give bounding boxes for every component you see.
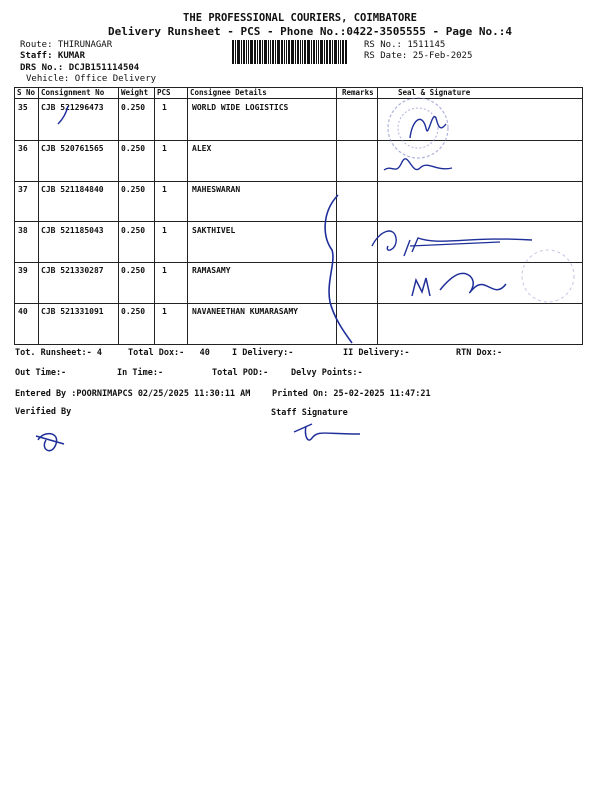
seal-stamp bbox=[388, 98, 448, 158]
row-consignment: CJB 521185043 bbox=[41, 226, 104, 235]
tot-runsheet: Tot. Runsheet:- 4 bbox=[15, 348, 102, 358]
vehicle-label: Vehicle: Office Delivery bbox=[26, 74, 157, 84]
in-time: In Time:- bbox=[117, 368, 164, 378]
delvy-points: Delvy Points:- bbox=[291, 368, 363, 378]
row-sno: 36 bbox=[18, 144, 28, 153]
row-sno: 39 bbox=[18, 266, 28, 275]
row-consignment: CJB 521184840 bbox=[41, 185, 104, 194]
row-weight: 0.250 bbox=[121, 307, 146, 316]
seal-stamp-faint bbox=[522, 250, 574, 302]
drs-number: DRS No.: DCJB151114504 bbox=[20, 63, 140, 73]
row-sno: 37 bbox=[18, 185, 28, 194]
runsheet-title: Delivery Runsheet - PCS - Phone No.:0422-3505555 - Page No.:4 bbox=[108, 25, 512, 38]
row-pcs: 1 bbox=[162, 307, 167, 316]
col-header-weight: Weight bbox=[121, 88, 149, 97]
row-pcs: 1 bbox=[162, 266, 167, 275]
row-pcs: 1 bbox=[162, 103, 167, 112]
row-pcs: 1 bbox=[162, 185, 167, 194]
bracket-mark bbox=[325, 195, 352, 343]
row-consignment: CJB 521296473 bbox=[41, 103, 104, 112]
row-consignment: CJB 520761565 bbox=[41, 144, 104, 153]
row-weight: 0.250 bbox=[121, 226, 146, 235]
rs-date: RS Date: 25-Feb-2025 bbox=[364, 51, 473, 61]
row-pcs: 1 bbox=[162, 226, 167, 235]
total-pod: Total POD:- bbox=[212, 368, 269, 378]
col-header-consignment: Consignment No bbox=[41, 88, 105, 97]
route-label: Route: THIRUNAGAR bbox=[20, 40, 113, 50]
col-header-consignee: Consignee Details bbox=[190, 88, 267, 97]
signature-row-36 bbox=[384, 159, 452, 170]
verified-by-label: Verified By bbox=[15, 407, 72, 417]
row-weight: 0.250 bbox=[121, 103, 146, 112]
i-delivery: I Delivery:- bbox=[232, 348, 294, 358]
signature-row-35 bbox=[410, 117, 446, 138]
row-consignee: MAHESWARAN bbox=[192, 185, 241, 194]
rs-number: RS No.: 1511145 bbox=[364, 40, 446, 50]
row-weight: 0.250 bbox=[121, 185, 146, 194]
staff-label: Staff: KUMAR bbox=[20, 51, 86, 61]
col-header-remarks: Remarks bbox=[342, 88, 374, 97]
row-consignee: SAKTHIVEL bbox=[192, 226, 236, 235]
out-time: Out Time:- bbox=[15, 368, 67, 378]
staff-signature-label: Staff Signature bbox=[271, 408, 348, 418]
row-consignee: RAMASAMY bbox=[192, 266, 231, 275]
col-header-pcs: PCS bbox=[157, 88, 171, 97]
ii-delivery: II Delivery:- bbox=[343, 348, 410, 358]
company-name: THE PROFESSIONAL COURIERS, COIMBATORE bbox=[183, 12, 417, 24]
barcode bbox=[232, 40, 354, 64]
row-sno: 35 bbox=[18, 103, 28, 112]
row-sno: 40 bbox=[18, 307, 28, 316]
verified-signature bbox=[36, 434, 64, 451]
signature-row-38 bbox=[372, 231, 532, 256]
col-header-seal-signature: Seal & Signature bbox=[398, 88, 471, 97]
row-consignee: NAVANEETHAN KUMARASAMY bbox=[192, 307, 298, 316]
row-consignment: CJB 521330287 bbox=[41, 266, 104, 275]
entered-by: Entered By :POORNIMAPCS 02/25/2025 11:30:11 AM bbox=[15, 389, 251, 399]
signature-row-39 bbox=[412, 273, 506, 296]
row-consignment: CJB 521331091 bbox=[41, 307, 104, 316]
total-dox: Total Dox:- 40 bbox=[128, 348, 210, 358]
printed-on: Printed On: 25-02-2025 11:47:21 bbox=[272, 389, 431, 399]
col-header-sno: S No bbox=[17, 88, 36, 97]
row-consignee: ALEX bbox=[192, 144, 212, 153]
row-pcs: 1 bbox=[162, 144, 167, 153]
rtn-dox: RTN Dox:- bbox=[456, 348, 503, 358]
row-sno: 38 bbox=[18, 226, 28, 235]
row-weight: 0.250 bbox=[121, 144, 146, 153]
row-consignee: WORLD WIDE LOGISTICS bbox=[192, 103, 289, 112]
staff-signature-mark bbox=[294, 424, 360, 440]
row-weight: 0.250 bbox=[121, 266, 146, 275]
